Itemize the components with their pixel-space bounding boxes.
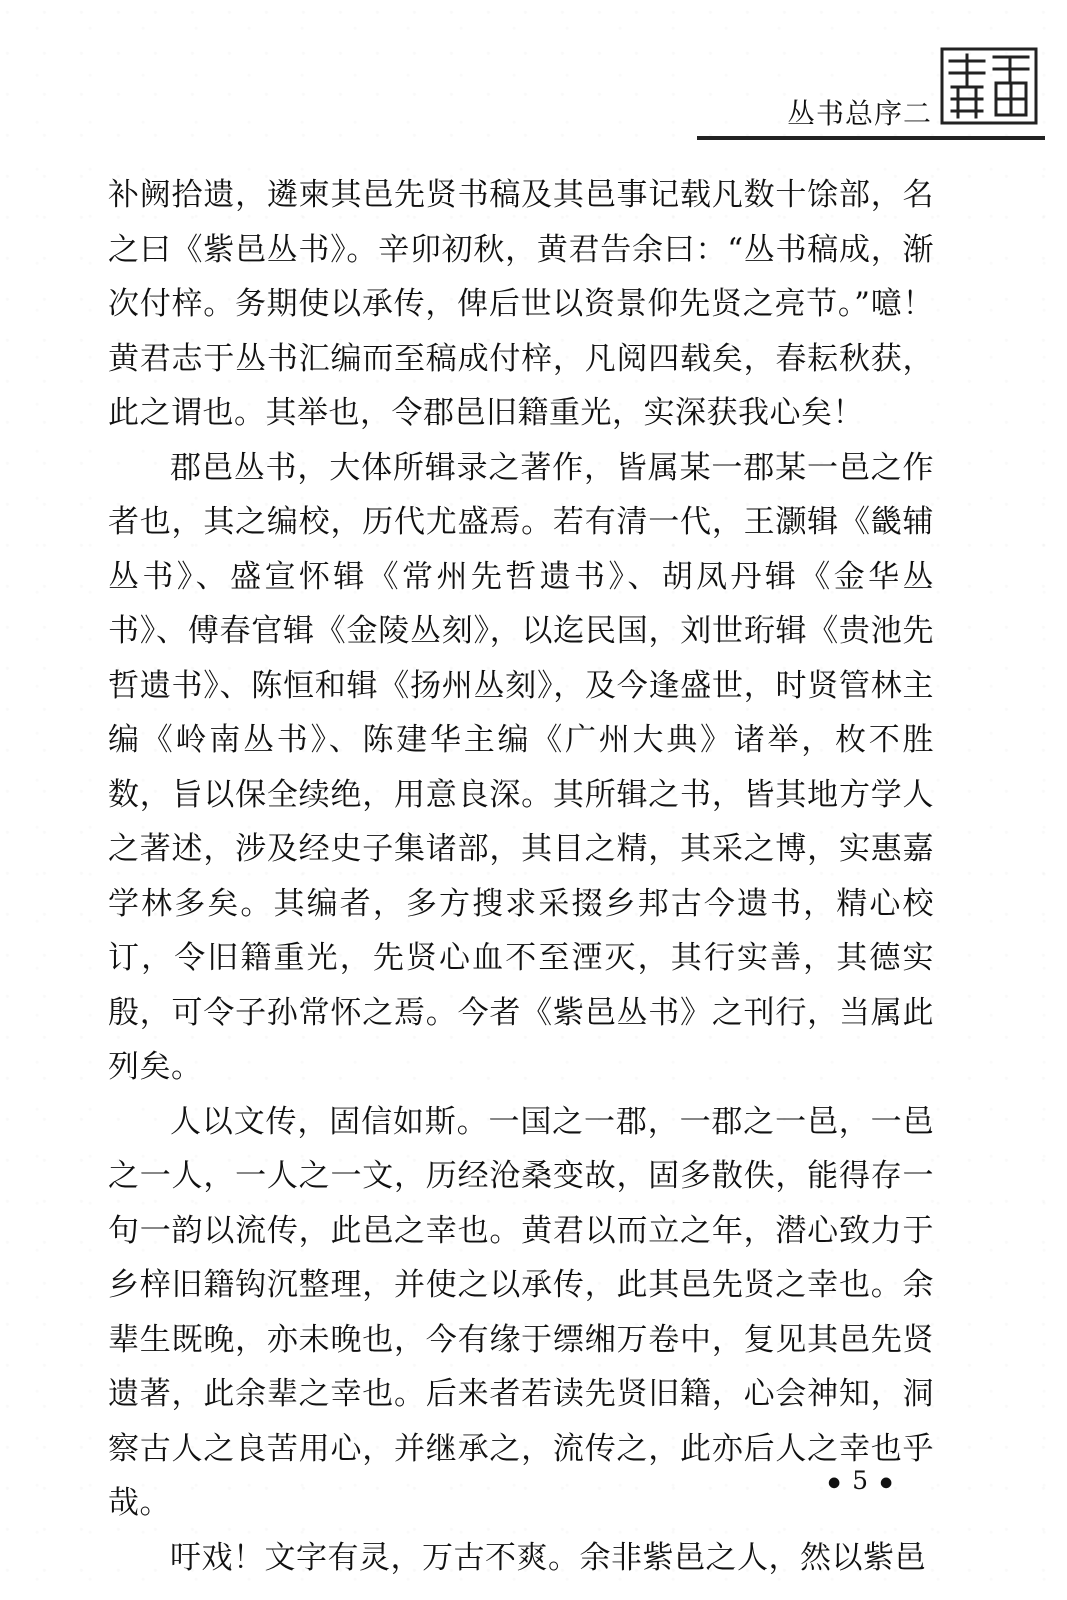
running-header-title: 丛书总序二 xyxy=(786,97,932,130)
seal-logo xyxy=(940,47,1038,125)
paragraph: 郡邑丛书，大体所辑录之著作，皆属某一郡某一邑之作者也，其之编校，历代尤盛焉。若有清一代，王灏辑《畿辅丛书》、盛宣怀辑《常州先哲遗书》、胡凤丹辑《金华丛书》、傅春官辑《金陵丛刻》，以迄民国，刘世珩辑《贵池先哲遗书》、陈恒和辑《扬州丛刻》，及今逢盛世，时贤管林主编《岭南丛书》、陈建华主编《广州大典》诸举，枚不胜数，旨以保全续绝，用意良深。其所辑之书，皆其地方学人之著述，涉及经史子集诸部，其目之精，其采之博，实惠嘉学林多矣。其编者，多方搜求采掇乡邦古今遗书，精心校订，令旧籍重光，先贤心血不至湮灭，其行实善，其德实殷，可令子孙常怀之焉。今者《紫邑丛书》之刊行，当属此列矣。 xyxy=(108,449,934,1085)
page-number xyxy=(828,1466,894,1495)
paragraph: 人以文传，固信如斯。一国之一郡，一郡之一邑，一邑之一人，一人之一文，历经沧桑变故，固多散佚，能得存一句一韵以流传，此邑之幸也。黄君以而立之年，潜心致力于乡梓旧籍钩沉整理，并使之以承传，此其邑先贤之幸也。余辈生既晚，亦未晚也，今有缘于缥缃万卷中，复见其邑先贤遗著，此余辈之幸也。后来者若读先贤旧籍，心会神知，洞察古人之良苦用心，并继承之，流传之，此亦后人之幸也乎哉。 xyxy=(108,1103,934,1521)
paragraph: 补阙拾遗，遴柬其邑先贤书稿及其邑事记载凡数十馀部，名之曰《紫邑丛书》。辛卯初秋，黄君告余曰：“丛书稿成，渐次付梓。务期使以承传，俾后世以资景仰先贤之亮节。”噫！黄君志于丛书汇编而至稿成付梓，凡阅四载矣，春耘秋获，此之谓也。其举也，令郡邑旧籍重光，实深获我心矣！ xyxy=(108,177,934,431)
body-text xyxy=(108,168,934,1585)
page-number-dot: ● xyxy=(828,1474,843,1491)
page-number-dot: ● xyxy=(880,1474,895,1491)
header-rule xyxy=(697,136,1045,140)
page-number-value: 5 xyxy=(852,1466,871,1495)
paragraph: 吁戏！文字有灵，万古不爽。余非紫邑之人，然以紫邑 xyxy=(170,1539,926,1576)
